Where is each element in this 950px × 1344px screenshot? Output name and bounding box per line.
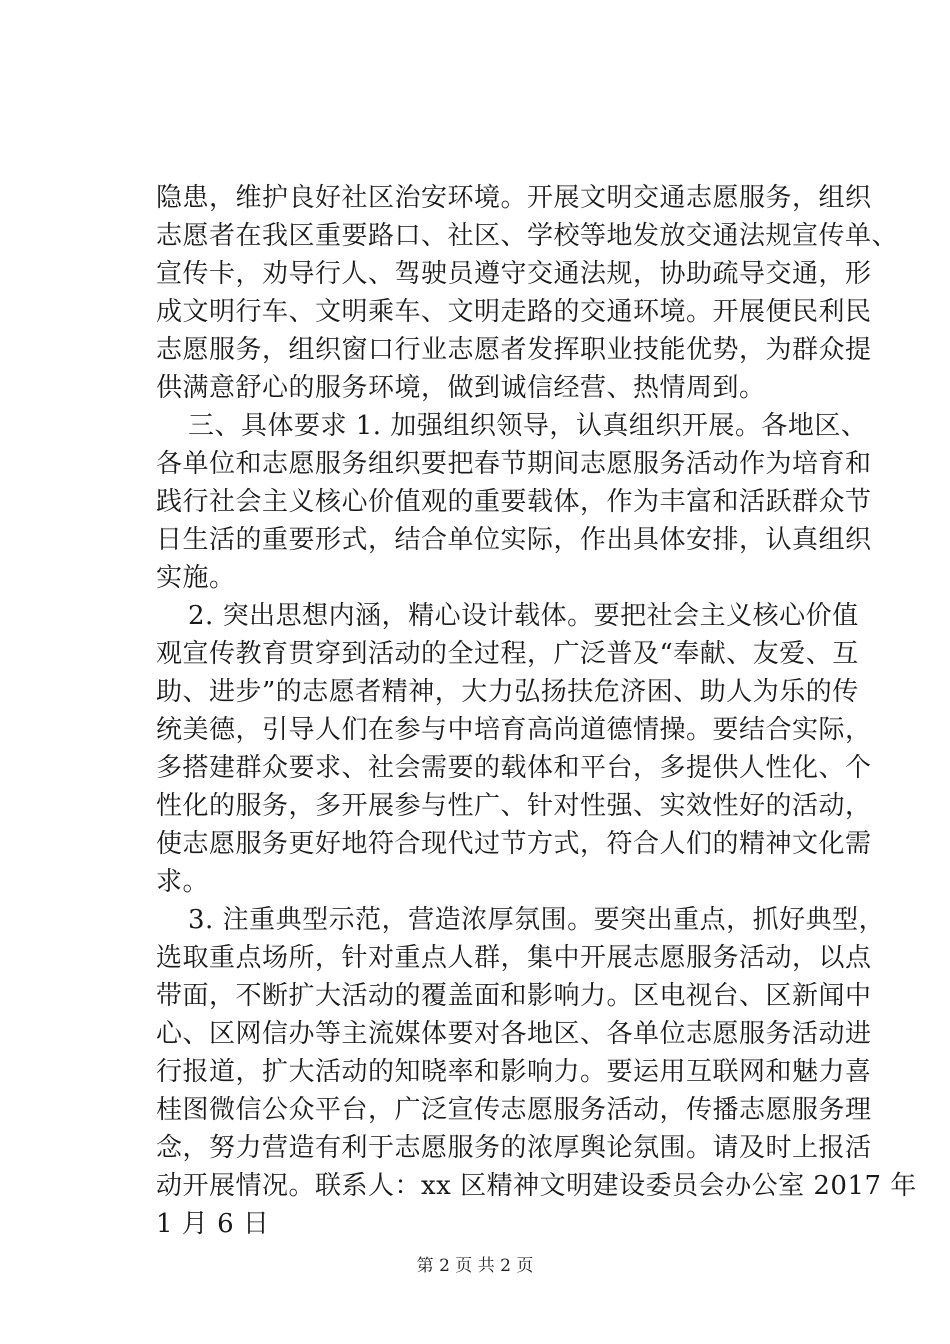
body-line: 践行社会主义核心价值观的重要载体，作为丰富和活跃群众节 <box>156 487 872 517</box>
date-line: 1 月 6 日 <box>156 1209 270 1239</box>
body-line: 宣传卡，劝导行人、驾驶员遵守交通法规，协助疏导交通，形 <box>156 259 872 289</box>
body-line: 成文明行车、文明乘车、文明走路的交通环境。开展便民利民 <box>156 297 872 327</box>
body-line: 志愿服务，组织窗口行业志愿者发挥职业技能优势，为群众提 <box>156 335 872 365</box>
body-line: 动开展情况。联系人：xx 区精神文明建设委员会办公室 2017 年 <box>156 1171 917 1201</box>
body-line: 选取重点场所，针对重点人群，集中开展志愿服务活动，以点 <box>156 943 872 973</box>
body-line: 隐患，维护良好社区治安环境。开展文明交通志愿服务，组织 <box>156 183 872 213</box>
body-line: 统美德，引导人们在参与中培育高尚道德情操。要结合实际， <box>156 715 872 745</box>
body-line: 观宣传教育贯穿到活动的全过程，广泛普及“奉献、友爱、互 <box>156 639 859 669</box>
body-line: 多搭建群众要求、社会需要的载体和平台，多提供人性化、个 <box>156 753 872 783</box>
body-line: 志愿者在我区重要路口、社区、学校等地发放交通法规宣传单、 <box>156 221 899 251</box>
body-line: 性化的服务，多开展参与性广、针对性强、实效性好的活动， <box>156 791 872 821</box>
body-line: 各单位和志愿服务组织要把春节期间志愿服务活动作为培育和 <box>156 449 872 479</box>
section-heading-line: 三、具体要求 1. 加强组织领导，认真组织开展。各地区、 <box>188 411 868 441</box>
page-number-footer: 第 2 页 共 2 页 <box>416 1256 534 1276</box>
body-line: 供满意舒心的服务环境，做到诚信经营、热情周到。 <box>156 373 766 403</box>
body-line: 心、区网信办等主流媒体要对各地区、各单位志愿服务活动进 <box>156 1019 872 1049</box>
body-line: 日生活的重要形式，结合单位实际，作出具体安排，认真组织 <box>156 525 872 555</box>
body-line: 使志愿服务更好地符合现代过节方式，符合人们的精神文化需 <box>156 829 872 859</box>
paragraph-start-line: 3. 注重典型示范，营造浓厚氛围。要突出重点，抓好典型， <box>188 905 886 935</box>
body-line: 求。 <box>156 867 210 897</box>
body-line: 行报道，扩大活动的知晓率和影响力。要运用互联网和魅力喜 <box>156 1057 872 1087</box>
body-line: 实施。 <box>156 563 236 593</box>
body-line: 桂图微信公众平台，广泛宣传志愿服务活动，传播志愿服务理 <box>156 1095 872 1125</box>
body-line: 念，努力营造有利于志愿服务的浓厚舆论氛围。请及时上报活 <box>156 1133 872 1163</box>
body-line: 助、进步”的志愿者精神，大力弘扬扶危济困、助人为乐的传 <box>156 677 859 707</box>
paragraph-start-line: 2. 突出思想内涵，精心设计载体。要把社会主义核心价值 <box>188 601 859 631</box>
body-line: 带面，不断扩大活动的覆盖面和影响力。区电视台、区新闻中 <box>156 981 872 1011</box>
